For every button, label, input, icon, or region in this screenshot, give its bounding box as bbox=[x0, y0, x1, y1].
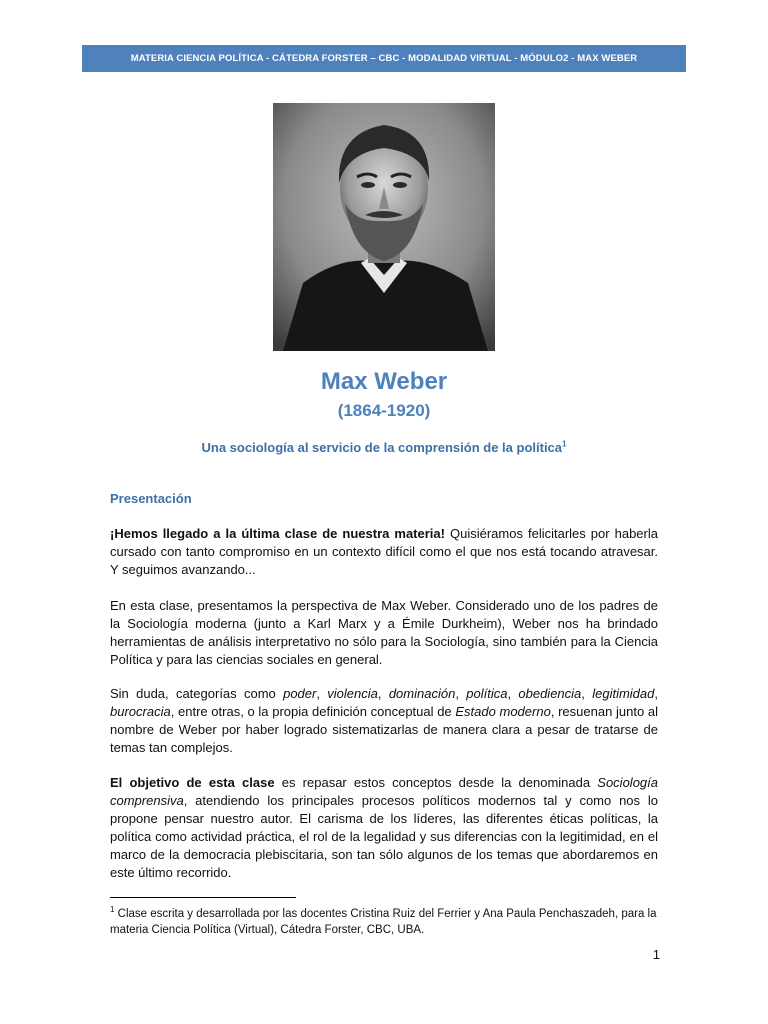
paragraph-2: En esta clase, presentamos la perspectiva de Max Weber. Considerado uno de los padres de la Sociología moderna (junto a Karl Marx y a Émile Durkheim), Weber nos ha brindado herramientas de análisis interpretativo no sólo para la Sociología, sino también para la Ciencia Política y para las ciencias sociales en general. bbox=[110, 598, 658, 667]
life-dates: (1864-1920) bbox=[337, 401, 431, 420]
page-number: 1 bbox=[652, 947, 660, 962]
p3-term-dominacion: dominación bbox=[388, 686, 456, 701]
paragraph-4-bold: El objetivo de esta clase bbox=[110, 775, 275, 790]
portrait-photo-icon bbox=[273, 103, 495, 351]
paragraph-1-bold: ¡Hemos llegado a la última clase de nuestra materia! bbox=[110, 526, 445, 541]
footnote-divider bbox=[110, 897, 296, 898]
portrait-photo bbox=[273, 103, 495, 351]
p4-term-sociologia-comprensiva: Sociología comprensiva bbox=[110, 775, 658, 808]
p3-term-politica: política bbox=[466, 686, 508, 701]
paragraph-1-text: Quisiéramos felicitarles por haberla cursado con tanto compromiso en un contexto difícil como el que nos está tocando atravesar. Y seguimos avanzando... bbox=[110, 526, 658, 577]
subtitle bbox=[0, 440, 768, 455]
p4-text-2: , atendiendo los principales procesos políticos modernos tal y como nos lo propone pensar nuestro autor. El carisma de los líderes, las diferentes éticas políticas, la política como actividad práctica, el rol de la legalidad y sus diferencias con la legitimidad, en el marco de la democracia plebiscitaria, son tan sólo algunos de los temas que abordaremos en este último recorrido. bbox=[110, 793, 658, 880]
paragraph-1 bbox=[110, 525, 658, 579]
running-header-text: MATERIA CIENCIA POLÍTICA - CÁTEDRA FORSTER – CBC - MODALIDAD VIRTUAL - MÓDULO2 - MAX WEBER bbox=[130, 53, 638, 64]
section-heading: Presentación bbox=[110, 491, 192, 506]
p3-text-2: , entre otras, o la propia definición conceptual de bbox=[170, 704, 456, 719]
p3-sep-1: , bbox=[316, 686, 328, 701]
p3-term-legitimidad: legitimidad bbox=[592, 686, 655, 701]
p3-sep-3: , bbox=[455, 686, 467, 701]
subtitle-text: Una sociología al servicio de la comprensión de la política bbox=[201, 440, 563, 455]
p3-sep-2: , bbox=[377, 686, 389, 701]
page-title: Max Weber bbox=[320, 368, 448, 395]
footnote bbox=[110, 906, 658, 938]
p4-text-1: es repasar estos conceptos desde la denominada bbox=[274, 775, 598, 790]
p3-sep-5: , bbox=[581, 686, 593, 701]
p3-sep-6: , bbox=[654, 686, 658, 701]
p3-term-violencia: violencia bbox=[327, 686, 378, 701]
footnote-ref: 1 bbox=[562, 439, 567, 449]
p3-term-estado-moderno: Estado moderno bbox=[455, 704, 551, 719]
p3-term-burocracia: burocracia bbox=[110, 704, 171, 719]
paragraph-3 bbox=[110, 685, 658, 757]
p3-term-poder: poder bbox=[283, 686, 317, 701]
paragraph-4 bbox=[110, 774, 658, 882]
footnote-number: 1 bbox=[110, 905, 115, 915]
p3-text-1: Sin duda, categorías como bbox=[110, 686, 284, 701]
p3-text-3: , resuenan junto al nombre de Weber por haber logrado sistematizarlas de manera clara a pesar de tratarse de temas tan complejos. bbox=[110, 704, 658, 755]
p3-term-obediencia: obediencia bbox=[518, 686, 582, 701]
p3-sep-4: , bbox=[507, 686, 519, 701]
running-header bbox=[82, 45, 686, 72]
footnote-text: Clase escrita y desarrollada por las docentes Cristina Ruiz del Ferrier y Ana Paula Penchaszadeh, para la materia Ciencia Política (Virtual), Cátedra Forster, CBC, UBA. bbox=[110, 908, 657, 936]
